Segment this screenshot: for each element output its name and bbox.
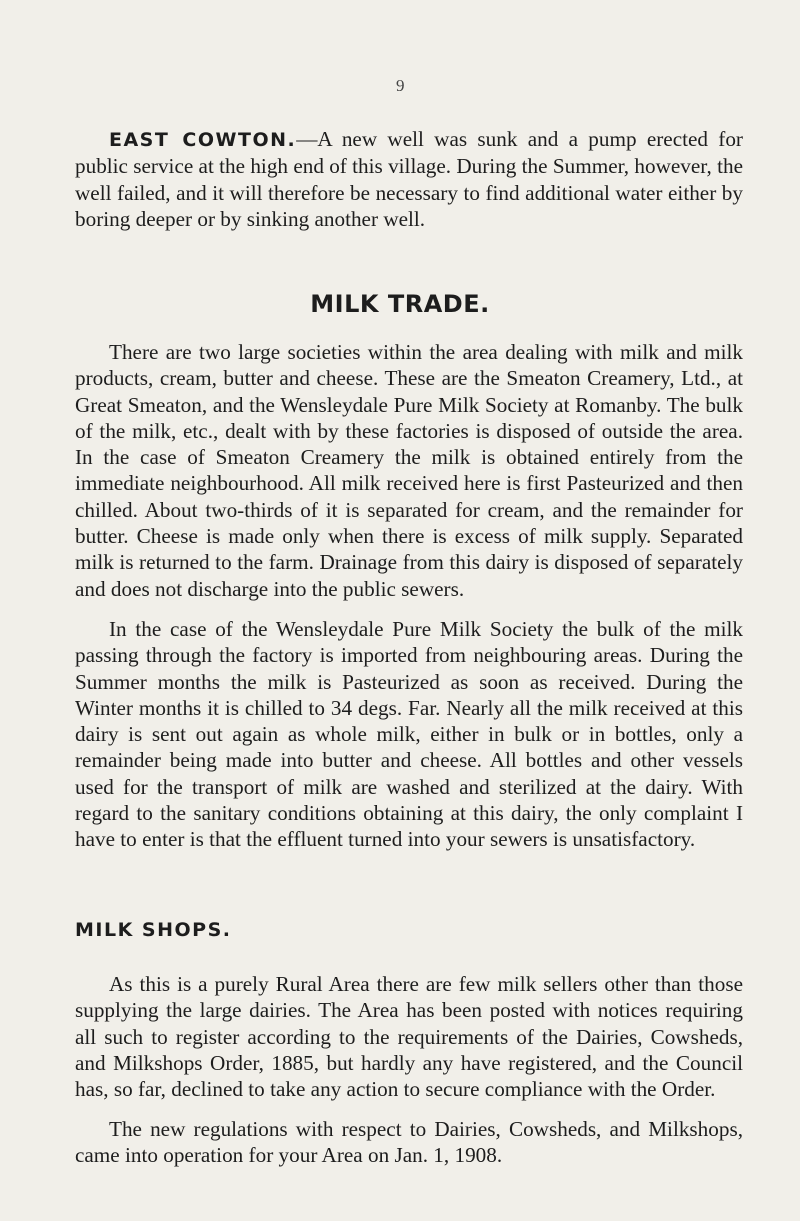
east-cowton-heading: EAST COWTON. <box>109 129 297 151</box>
milk-shops-paragraph-1: As this is a purely Rural Area there are few milk sellers other than those supplying the large dairies. The Area has been posted with notices requiring all such to register according to the requirements of the Dairies, Cowsheds, and Milkshops Order, 1885, but hardly any have registered, and the Council has, so far, declined to take any action to secure compliance with the Order. <box>75 972 743 1102</box>
page-number: 9 <box>396 76 405 95</box>
milk-trade-paragraph-1: There are two large societies within the area dealing with milk and milk products, cream, butter and cheese. These are the Smeaton Creamery, Ltd., at Great Smeaton, and the Wensleydale Pure Milk Society at Romanby. The bulk of the milk, etc., dealt with by these factories is disposed of outside the area. In the case of Smeaton Creamery the milk is obtained entirely from the immediate neighbourhood. All milk received here is first Pasteurized and then chilled. About two-thirds of it is separated for cream, and the remainder for butter. Cheese is made only when there is excess of milk supply. Separated milk is returned to the farm. Drainage from this dairy is disposed of separately and does not discharge into the public sewers. <box>75 340 743 601</box>
milk-shops-heading: MILK SHOPS. <box>75 919 232 941</box>
milk-trade-paragraph-2: In the case of the Wensleydale Pure Milk Society the bulk of the milk passing through the factory is imported from neighbouring areas. During the Summer months the milk is Pasteurized as soon as received. During the Winter months it is chilled to 34 degs. Far. Nearly all the milk received at this dairy is sent out again as whole milk, either in bulk or in bottles, only a remainder being made into butter and cheese. All bottles and other vessels used for the transport of milk are washed and sterilized at the dairy. With regard to the sanitary conditions obtaining at this dairy, the only complaint I have to enter is that the effluent turned into your sewers is unsatisfactory. <box>75 617 743 852</box>
east-cowton-text: —A new well was sunk and a pump erected for public service at the high end of this village. During the Summer, however, the well failed, and it will therefore be necessary to find additional water either by boring deeper or by sinking another well. <box>75 127 743 231</box>
milk-trade-heading: MILK TRADE. <box>310 290 490 318</box>
east-cowton-paragraph <box>75 126 743 232</box>
milk-shops-paragraph-2: The new regulations with respect to Dairies, Cowsheds, and Milkshops, came into operation for your Area on Jan. 1, 1908. <box>75 1117 743 1168</box>
